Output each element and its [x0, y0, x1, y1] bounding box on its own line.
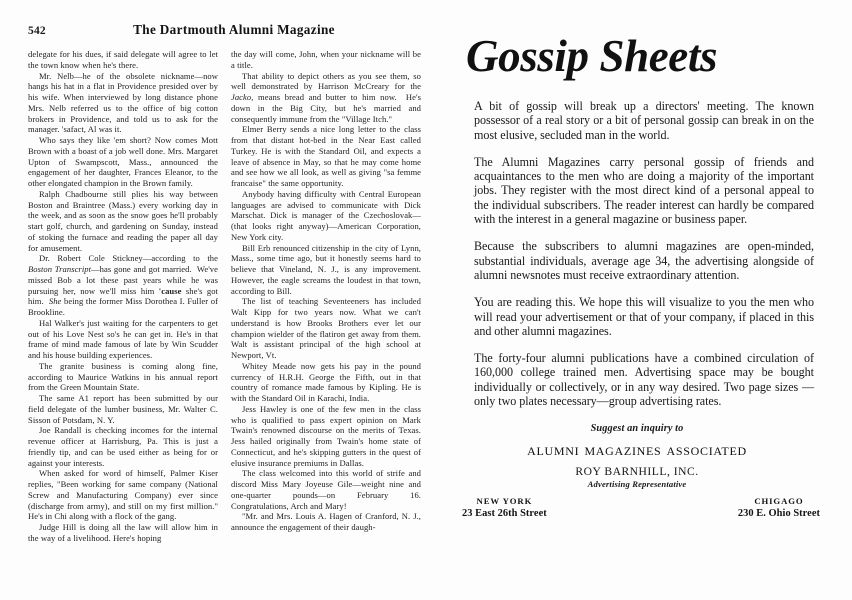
paragraph: delegate for his dues, if said delegate will agree to let the town know when he's there. [28, 49, 218, 70]
office-address: 23 East 26th Street [462, 508, 547, 520]
paragraph: The same A1 report has been submitted by our field delegate of the lumber business, Mr. Walter C. Sisson of Potsdam, N. Y. [28, 393, 218, 425]
ad-headline: Gossip Sheets [466, 31, 718, 81]
paragraph: The granite business is coming along fine, according to Maurice Watkins in his annual report from the Green Mountain State. [28, 360, 218, 393]
paragraph: The list of teaching Seventeeners has included Walt Kipp for two years now. What we can't understand is how Brooks Brothers ever let our champion wielder of the flatiron get away from them. Walt is assistant principal of the high school at Newport, Vt. [231, 296, 421, 360]
paragraph: "Mr. and Mrs. Louis A. Hagen of Cranford, N. J., announce the engagement of their daugh- [231, 511, 421, 532]
editorial-columns [28, 49, 426, 544]
paragraph: Mr. Nelb—he of the obsolete nickname—now hangs his hat in a flat in Providence presided over by his wife. When interviewed by long distance phone Mrs. Nelb referred us to the office of big cotton brokers in Providence, and told us to ask for the manager. 'safact, Al was it. [28, 70, 218, 135]
magazine-title: The Dartmouth Alumni Magazine [133, 22, 335, 37]
paragraph: Elmer Berry sends a nice long letter to the class from that distant hot-bed in the Near East called Turkey. He is with the Standard Oil, and expects a leave of absence in May, so that he may come home and see how we all look, as well as giving "sa femme francaise" the same opportunity. [231, 124, 421, 188]
office-city: NEW YORK [476, 496, 533, 507]
paragraph: Jess Hawley is one of the few men in the class who is qualified to pass expert opinion on Mark Twain's renowned discourse on the merits of Texas. Jess hailed originally from Twain's home state of Connecticut, and he's skipping gutters in the quest of elusive insurance premiums in Dallas. [231, 403, 421, 468]
paragraph: When asked for word of himself, Palmer Kiser replies, "Been working for same company (National Screw and Manufacturing Company) ever since (discharge from army), and still on my first million." He's in Chi along with a flock of the gang. [28, 468, 218, 522]
paragraph: the day will come, John, when your nickname will be a title. [231, 49, 421, 70]
paragraph: Judge Hill is doing all the law will allow him in the way of a livelihood. Here's hoping [28, 522, 218, 543]
agency-role: Advertising Representative [587, 479, 687, 490]
paragraph: Whitey Meade now gets his pay in the pound currency of H.R.H. George the Fifth, out in that country of romance made famous by Kipling. He is with the Standard Oil in Karachi, India. [231, 360, 421, 403]
page-masthead [28, 22, 426, 38]
page-number: 542 [28, 25, 46, 37]
ad-paragraph: You are reading this. We hope this will visualize to you the men who will read your advertisement or that of your company, if placed in this and other alumni magazines. [474, 295, 814, 338]
paragraph: Ralph Chadbourne still plies his way between Boston and Braintree (Mass.) every working day in the week, and as soon as the snow goes he'll probably start golf, church, and gardening on Sunday, instead of stoking the furnace and reading the paper all day for amusement. [28, 188, 218, 253]
ad-body [474, 99, 814, 408]
office-city: CHIGAGO [754, 496, 804, 507]
office-address: 230 E. Ohio Street [737, 508, 820, 520]
association-name: alumni magazines associated [527, 439, 747, 460]
column-middle [231, 49, 421, 533]
office-entry [738, 496, 820, 519]
paragraph: Joe Randall is checking incomes for the internal revenue officer at Harrisburg, Pa. This is just a friendly tip, and can be used either as being for or against your interests. [28, 425, 218, 468]
advertisement [440, 0, 852, 600]
office-entry [462, 496, 547, 519]
paragraph: That ability to depict others as you see them, so well demonstrated by Harrison McCreary for the Jacko, means bread and butter to him now. He's down in the Big City, but he's married and consequently immune from the "Village Itch." [231, 70, 421, 124]
paragraph: The class welcomed into this world of strife and discord Miss Mary Joyeuse Gile—weight nine and one-quarter pounds—on February 16. Congratulations, Arch and Mary! [231, 468, 421, 511]
ad-paragraph: Because the subscribers to alumni magazines are open-minded, substantial individuals, average age 34, the advertising alongside of alumni newsnotes must receive extraordinary attention. [474, 239, 814, 282]
paragraph: Anybody having difficulty with Central European languages are advised to communicate with Dick Marschat. Dick is manager of the Czechoslovak—(that looks right anyway)—American Corporation, New York city. [231, 188, 421, 242]
paragraph: Hal Walker's just waiting for the carpenters to get out of his Love Nest so's he can get in. He's in that frame of mind made famous of late by Win Scudder and his house building experiences. [28, 317, 218, 360]
paragraph: Who says they like 'em short? Now comes Mott Brown with a boast of a job well done. Mrs. Margaret Upton of Swampscott, Mass., announced the engagement of her daughter, Frances Eleanor, to the other elongated champion in the Brown family. [28, 135, 218, 188]
paragraph: Bill Erb renounced citizenship in the city of Lynn, Mass., some time ago, but it honestly seems hard to believe that Vineland, N. J., is any improvement. However, the eagle screams the loudest in that town, according to Bill. [231, 242, 421, 296]
column-left [28, 49, 218, 544]
ad-paragraph: The forty-four alumni publications have a combined circulation of 160,000 college trained men. Advertising space may be bought individually or collectively, or in any way desired. Two page sizes —only two plates necessary—group advertising rates. [474, 351, 814, 409]
office-list [448, 496, 826, 519]
paragraph: Dr. Robert Cole Stickney—according to the Boston Transcript—has gone and got married. We've missed Bob a lot these past years while he was pursuing her, now we'll miss him 'cause she's got him. She being the former Miss Dorothea I. Fuller of Brookline. [28, 253, 218, 317]
ad-footer [448, 423, 826, 519]
agency-name: ROY BARNHILL, INC. [575, 465, 699, 479]
suggest-inquiry-text: Suggest an inquiry to [590, 423, 684, 435]
ad-paragraph: The Alumni Magazines carry personal gossip of friends and acquaintances to the men who are doing a majority of the important jobs. They register with the most direct kind of a personal appeal to the individual subscribers. The reader interest can hardly be compared with the interest in a general magazine or business paper. [474, 154, 814, 227]
ad-paragraph: A bit of gossip will break up a directors' meeting. The known possessor of a real story or a bit of personal gossip can break in on the most elusive, secluded man in the world. [474, 99, 814, 142]
